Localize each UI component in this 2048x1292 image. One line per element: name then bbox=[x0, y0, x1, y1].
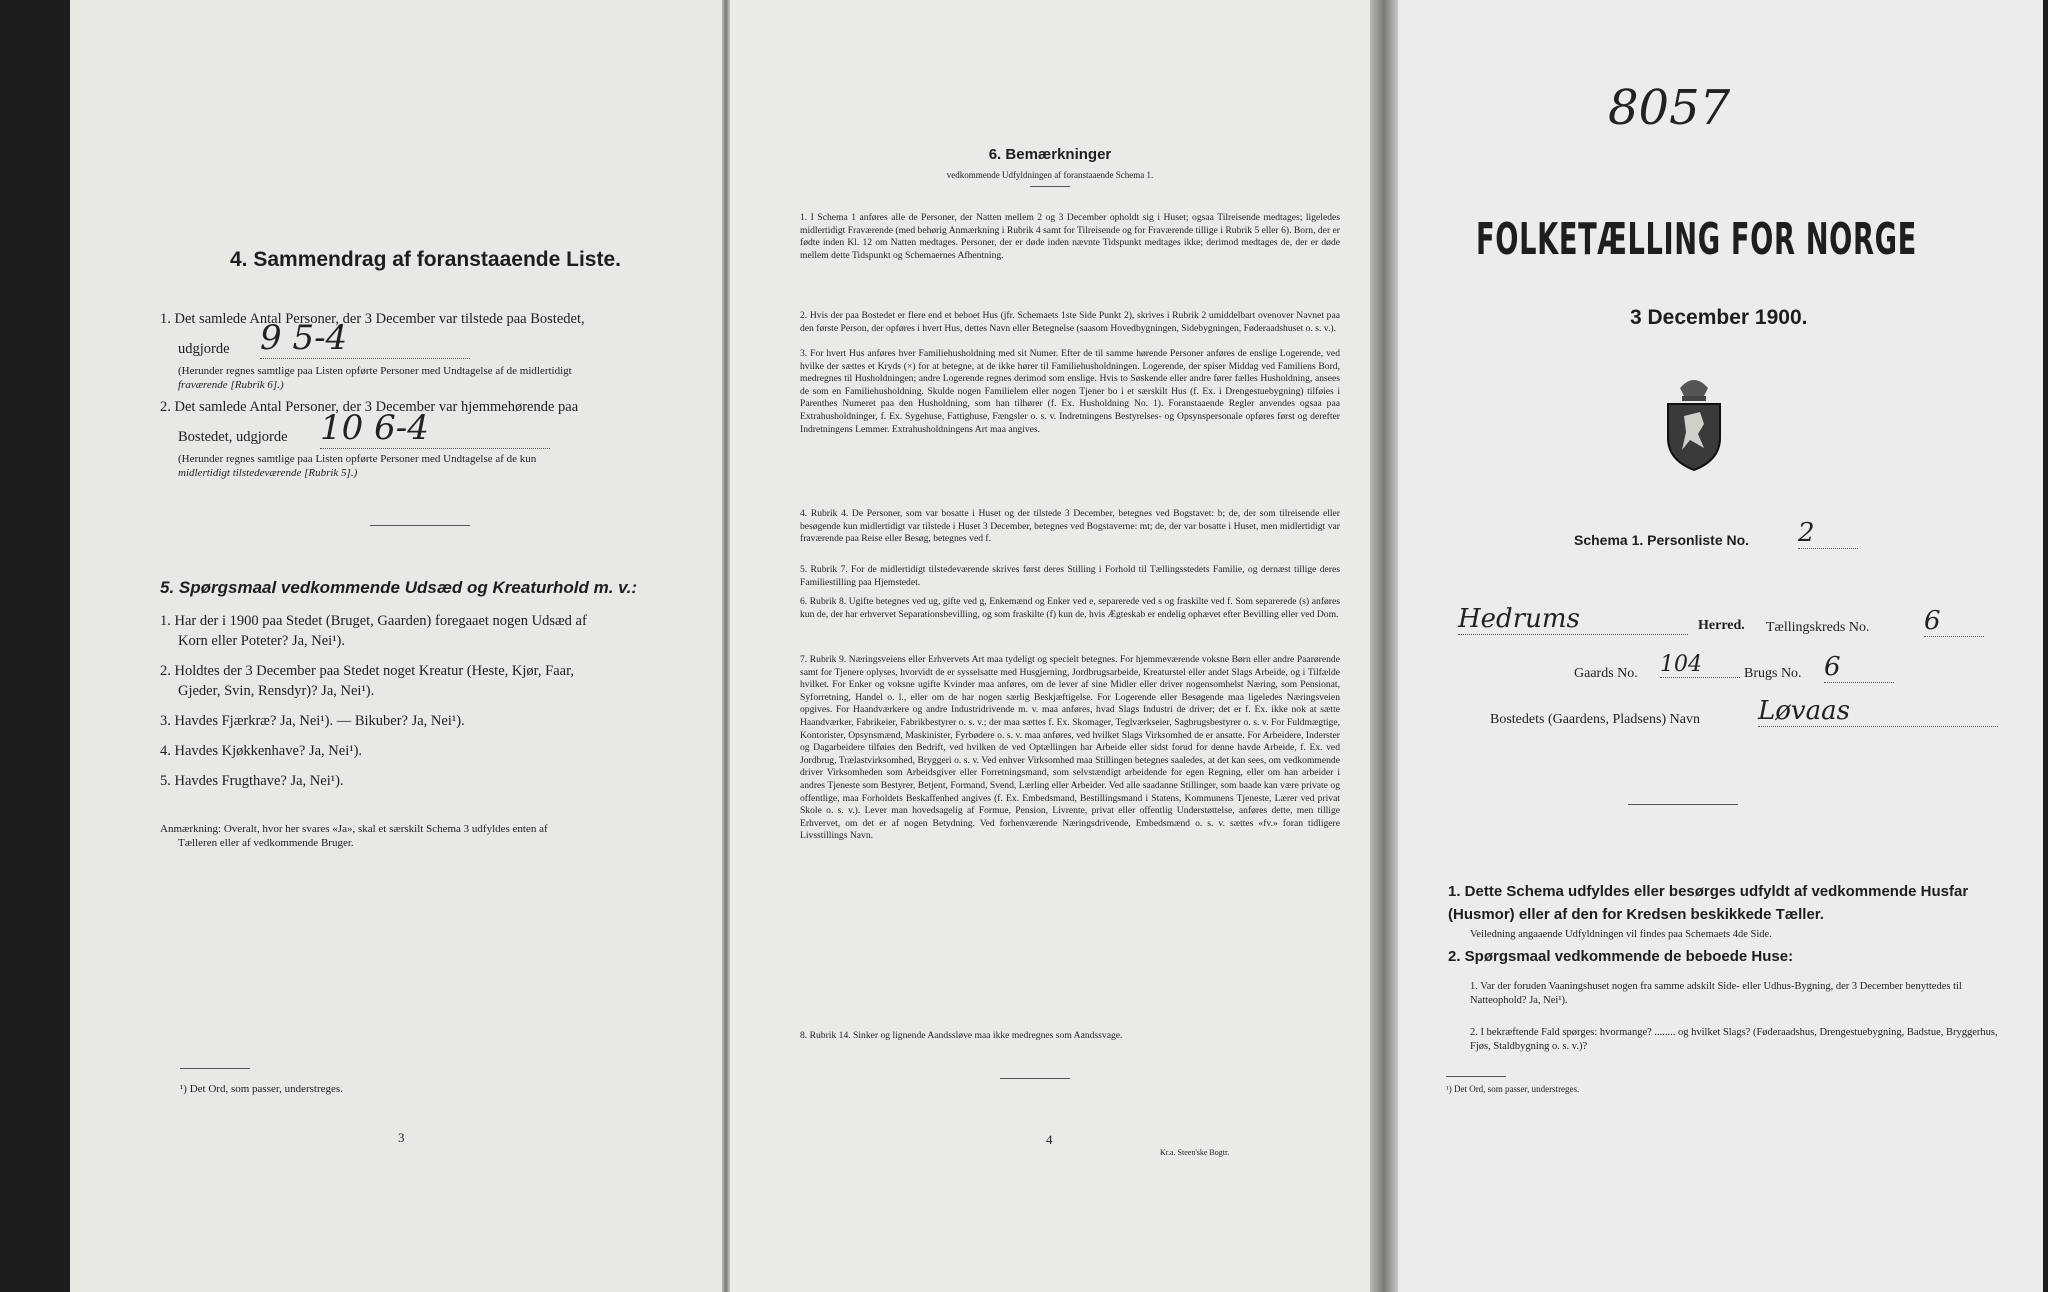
remark-4: 4. Rubrik 4. De Personer, som var bosatte i Huset og der tilstede 3 December, betegnes ved Bogstavet: b; de, der som tilreisende eller besøgende kun midlertidigt var tilstede i Huset 3 December, betegnes ved Bogstaverne: mt; de, der var bosatte i Huset, men midlertidigt var fraværende paa Reise eller Besøg, betegnes ved f. bbox=[800, 508, 1340, 545]
remark-7: 7. Rubrik 9. Næringsveiens eller Erhvervets Art maa tydeligt og specielt betegnes. For hjemmeværende voksne Børn eller andre Paarørende samt for Tjenere oplyses, hvorvidt de er sysselsatte med Husgjerning, Jordbrugsarbeide, Kreaturstel eller andet Slags Arbeide, og i Tilfælde hvilket. For Enker og voksne ugifte Kvinder maa anføres, om de lever af sine Midler eller driver nogensomhelst Næring, som Pensionat, Syforretning, Handel o. l., eller om de har nogen særlig Beskjæftigelse. For Logerende eller Besøgende maa ligeledes Næringsveien opgives. For Haandværkere og andre Industridrivende m. v. maa anføres, hvad Slags Industri de driver; det er f. Ex. ikke nok at sætte Haandværker, Fabrikeier, Fabrikbestyrer o. s. v.; der maa sættes f. Ex. Skomager, Teglværkseier, Sagbrugsbestyrer o. s. v. For Fuldmægtige, Kontorister, Opsynsmænd, Maskinister, Fyrbødere o. s. v. maa anføres, ved hvilket Slags Virksomhed de er ansatte. For Arbeidere, Inderster og Dagarbeidere tilføies den Bedrift, ved hvilken de ved Optællingen har Arbeide eller sidst forud for denne havde Arbeide, f. Ex. ved Jordbrug, Trælastvirksomhed, Bryggeri o. s. v. Ved enhver Virksomhed maa Stillingen betegnes saaledes, at det kan sees, om vedkommende driver Virksomheden som Arbeidsgiver eller Forretningsmand, som selvstændigt arbeidende for egen Regning, eller om han arbeider i andres Tjeneste som Bestyrer, Betjent, Formand, Svend, Lærling eller Arbeider. Ved alle saadanne Stillinger, som baade kan være private og offentlige, maa Forholdets Beskaffenhed angives (f. Ex. Embedsmand, Bestillingsmand i Statens, Kommunens Tjeneste, Lærer ved privat Skole o. s. v.). Lever man hovedsagelig af Formue, Pension, Livrente, privat eller offentlig Understøttelse, anføres dette, men tillige Erhvervet, om det er af nogen Betydning. Ved forhenværende Næringsdrivende, Embedsmænd o. s. v. sættes «fv.» foran tidligere Livsstillings Navn. bbox=[800, 654, 1340, 842]
item2-prefix: Bostedet, udgjorde bbox=[178, 429, 288, 445]
item1-note-a: (Herunder regnes samtlige paa Listen opførte Personer med Undtagelse af de midlertidigt bbox=[178, 365, 572, 377]
herred-label: Herred. bbox=[1698, 618, 1745, 633]
remark-5: 5. Rubrik 7. For de midlertidigt tilstedeværende skrives først deres Stilling i Forhold til Tællingsstedets Familie, og dernæst tillige deres Familiestilling paa Hjemstedet. bbox=[800, 564, 1340, 588]
page-1 bbox=[1398, 0, 2043, 1292]
q3: 3. Havdes Fjærkræ? Ja, Nei¹). — Bikuber? Ja, Nei¹). bbox=[160, 713, 465, 729]
remark-3: 3. For hvert Hus anføres hver Familiehusholdning med sit Numer. Efter de til samme hørende Personer anføres de enslige Logerende, ved hvilke der sættes et Kryds (×) for at betegne, at de ikke hører til Familiehusholdningen. Logerende, der spiser Middag ved Familiens Bord, medregnes til Husholdningen; andre Logerende regnes derimod som enslige. Hvis to Søskende eller andre fører fælles Husholdning, ansees de som en Familiehusholdning. Skulde nogen Familielem eller nogen Tjener bo i et særskilt Hus (f. Ex. i Drengestuebygning) tilføies i Parenthes Numeret paa den Husholdning, som han tilhører (f. Ex. Husholdning No. 1). Foranstaaende Regler anvendes ogsaa paa Extrahusholdninger, f. Ex. Sygehuse, Fattighuse, Fængsler o. s. v. Indretningens Bestyrelses- og Opsynspersonale opføres først og derefter Indretningens Lemmer. Extrahusholdningens Art maa angives. bbox=[800, 348, 1340, 435]
remarks-subtitle: vedkommende Udfyldningen af foranstaaende Schema 1. bbox=[946, 170, 1154, 180]
remark-8: 8. Rubrik 14. Sinker og lignende Aandssløve maa ikke medregnes som Aandssvage. bbox=[800, 1030, 1123, 1041]
q1b: Korn eller Poteter? Ja, Nei¹). bbox=[178, 633, 346, 649]
footnote: ¹) Det Ord, som passer, understreges. bbox=[1446, 1084, 1580, 1094]
census-date: 3 December 1900. bbox=[1630, 306, 1808, 329]
instruction-2-1: 1. Var der foruden Vaaningshuset nogen fra samme adskilt Side- eller Udhus-Bygning, der 3 December benyttedes til Natteophold? Ja, Nei¹). bbox=[1470, 981, 1962, 1006]
instruction-1: 1. Dette Schema udfyldes eller besørges udfyldt af vedkommende Husfar (Husmor) eller af den for Kredsen beskikkede Tæller. bbox=[1448, 883, 1969, 923]
item2-handwritten-value: 10 6-4 bbox=[320, 408, 550, 449]
q4: 4. Havdes Kjøkkenhave? Ja, Nei¹). bbox=[160, 743, 363, 759]
instruction-2: 2. Spørgsmaal vedkommende de beboede Huse: bbox=[1448, 948, 1794, 965]
remark-b: Tælleren eller af vedkommende Bruger. bbox=[178, 837, 354, 849]
q2b: Gjeder, Svin, Rensdyr)? Ja, Nei¹). bbox=[178, 683, 375, 699]
page-3 bbox=[70, 0, 722, 1292]
krets-label: Tællingskreds No. bbox=[1766, 620, 1870, 635]
q2a: 2. Holdtes der 3 December paa Stedet noget Kreatur (Heste, Kjør, Faar, bbox=[160, 663, 574, 679]
page-number: 3 bbox=[398, 1130, 405, 1145]
item1-prefix: udgjorde bbox=[178, 341, 230, 357]
remark-1: 1. I Schema 1 anføres alle de Personer, der Natten mellem 2 og 3 December opholdt sig i Huset; ogsaa Tilreisende medtages; ligeledes midlertidigt Fraværende (med behørig Anmærkning i Rubrik 4 samt for Tilreisende og for Fraværende tillige i Rubrik 5 eller 6). Born, der er fødte inden Kl. 12 om Natten medtages. Personer, der er døde inden nævnte Tidspunkt medtages ikke; derimod medtages de, der er døde mellem dette Tidspunkt og Schemaernes Afhentning. bbox=[800, 212, 1340, 261]
page-4 bbox=[730, 0, 1370, 1292]
brugs-value: 6 bbox=[1824, 652, 1894, 683]
remark-a: Anmærkning: Overalt, hvor her svares «Ja», skal et særskilt Schema 3 udfyldes enten af bbox=[160, 823, 548, 835]
remarks-title: 6. Bemærkninger bbox=[988, 146, 1112, 163]
schema-label: Schema 1. Personliste No. bbox=[1574, 532, 1750, 548]
divider bbox=[370, 525, 470, 526]
gaard-value: 104 bbox=[1660, 652, 1740, 678]
page-number: 4 bbox=[1046, 1132, 1053, 1147]
instruction-1-note: Veiledning angaaende Udfyldningen vil findes paa Schemaets 4de Side. bbox=[1470, 929, 1772, 940]
end-rule bbox=[1000, 1078, 1070, 1079]
divider bbox=[1628, 804, 1738, 805]
q5: 5. Havdes Frugthave? Ja, Nei¹). bbox=[160, 773, 344, 789]
bosted-value: Løvaas bbox=[1758, 696, 1998, 727]
item1-handwritten-value: 9 5-4 bbox=[260, 318, 470, 359]
bosted-label: Bostedets (Gaardens, Pladsens) Navn bbox=[1490, 712, 1700, 727]
brugs-label: Brugs No. bbox=[1744, 666, 1802, 681]
q1a: 1. Har der i 1900 paa Stedet (Bruget, Gaarden) foregaaet nogen Udsæd af bbox=[160, 613, 587, 629]
book-gutter bbox=[722, 0, 730, 1292]
item1-text: 1. Det samlede Antal Personer, der 3 December var tilstede paa Bostedet, bbox=[160, 311, 585, 327]
herred-value: Hedrums bbox=[1458, 604, 1688, 635]
coat-of-arms-icon bbox=[1660, 368, 1728, 477]
section5-title: 5. Spørgsmaal vedkommende Udsæd og Kreaturhold m. v.: bbox=[160, 578, 638, 597]
item2-note-b: midlertidigt tilstedeværende [Rubrik 5].) bbox=[178, 467, 358, 479]
footnote-rule bbox=[1446, 1076, 1506, 1077]
item1-note-b: fraværende [Rubrik 6].) bbox=[178, 379, 284, 391]
gaard-label: Gaards No. bbox=[1574, 666, 1638, 681]
item2-text: 2. Det samlede Antal Personer, der 3 December var hjemmehørende paa bbox=[160, 399, 579, 415]
archive-number: 8057 bbox=[1608, 80, 1731, 136]
printer-imprint: Kr.a. Steen'ske Bogtr. bbox=[1160, 1148, 1230, 1157]
instruction-2-2: 2. I bekræftende Fald spørges: hvormange? ........ og hvilket Slags? (Føderaadshus, Drengestuebygning, Badstue, Bryggerhus, Fjøs, Staldbygning o. s. v.)? bbox=[1470, 1027, 1998, 1052]
footnote-rule bbox=[180, 1068, 250, 1069]
section4-title: 4. Sammendrag af foranstaaende Liste. bbox=[230, 248, 621, 271]
footnote: ¹) Det Ord, som passer, understreges. bbox=[180, 1083, 343, 1095]
personliste-number: 2 bbox=[1798, 518, 1858, 549]
census-title: FOLKETÆLLING FOR NORGE bbox=[1476, 214, 1917, 265]
book-gutter bbox=[1370, 0, 1398, 1292]
item2-note-a: (Herunder regnes samtlige paa Listen opførte Personer med Undtagelse af de kun bbox=[178, 453, 537, 465]
remark-6: 6. Rubrik 8. Ugifte betegnes ved ug, gifte ved g, Enkemænd og Enker ved e, separerede ved s og fraskilte ved f. Som separerede (s) anføres kun de, der har erhvervet Separationsbevilling, og som fraskilte (f) kun de, hvis Ægteskab er endelig ophævet efter Bevilling eller ved Dom. bbox=[800, 596, 1340, 620]
krets-value: 6 bbox=[1924, 606, 1984, 637]
remark-2: 2. Hvis der paa Bostedet er flere end et beboet Hus (jfr. Schemaets 1ste Side Punkt 2), skrives i Rubrik 2 umiddelbart ovenover Navnet paa den første Person, der opføres i hvert Hus, dettes Navn eller Betegnelse (saasom Hovedbygningen, Sidebygningen, Føderaadshuset o. s. v.). bbox=[800, 310, 1340, 334]
title-rule bbox=[1030, 186, 1070, 187]
